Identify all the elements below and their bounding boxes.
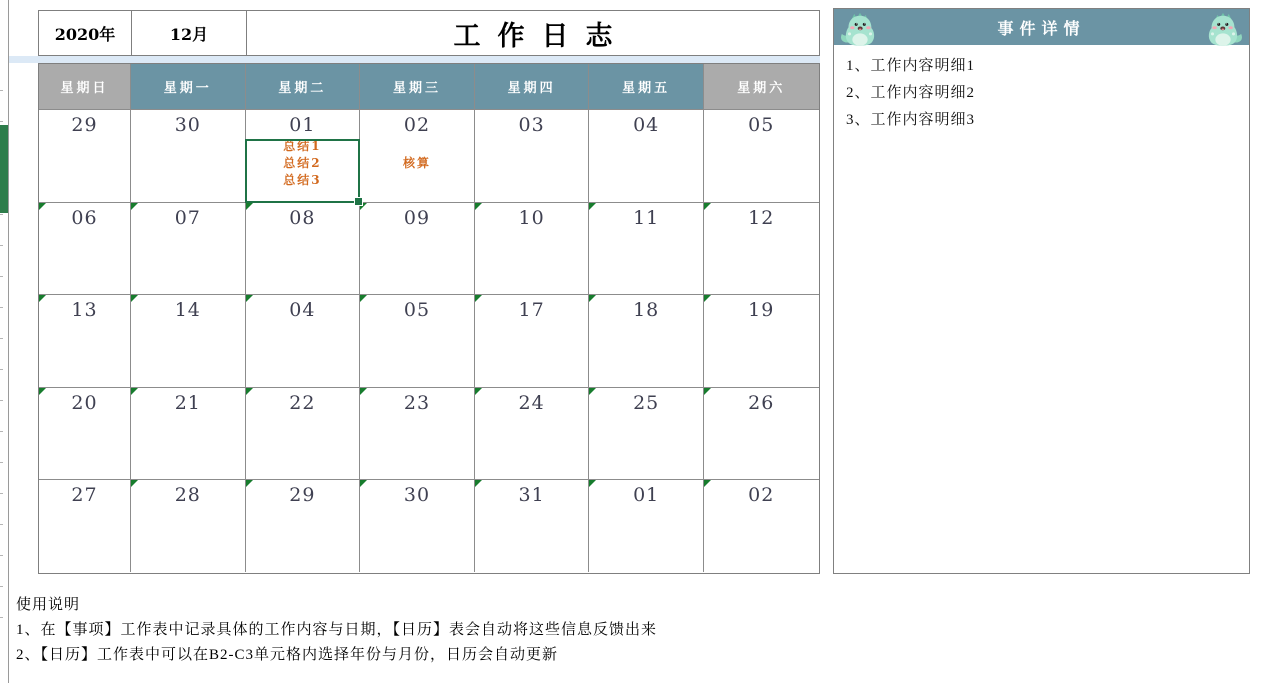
date-label: 29	[289, 484, 316, 507]
calendar-day-cell[interactable]	[246, 109, 361, 202]
day-header-cell[interactable]: 星期日	[39, 64, 131, 109]
date-label: 08	[289, 206, 316, 229]
calendar-day-cell[interactable]	[475, 202, 590, 295]
event-item[interactable]: 1、工作内容明细1	[846, 58, 976, 74]
date-label: 03	[518, 114, 545, 136]
date-label: 25	[633, 391, 660, 414]
date-label: 30	[174, 114, 201, 136]
date-label: 01	[633, 484, 660, 507]
formula-flag-icon	[39, 295, 46, 302]
accent-strip	[9, 56, 820, 63]
date-label: 14	[174, 299, 201, 322]
calendar-day-cell[interactable]	[475, 109, 590, 202]
date-label: 10	[518, 206, 545, 229]
formula-flag-icon	[704, 388, 711, 395]
cell-notes: 总结1 总结2 总结3	[283, 138, 322, 187]
formula-flag-icon	[131, 388, 138, 395]
window-edge-strip	[0, 0, 9, 683]
formula-flag-icon	[360, 480, 367, 487]
calendar-day-cell[interactable]	[589, 387, 704, 480]
calendar-day-cell[interactable]	[39, 387, 131, 480]
day-header-cell[interactable]: 星期六	[704, 64, 819, 109]
day-header-cell[interactable]: 星期一	[131, 64, 246, 109]
calendar-day-cell[interactable]	[475, 387, 590, 480]
date-label: 01	[289, 114, 316, 136]
calendar-day-cell[interactable]	[39, 479, 131, 572]
date-label: 05	[748, 114, 775, 136]
events-panel-title: 事件详情	[997, 18, 1086, 38]
formula-flag-icon	[589, 388, 596, 395]
instruction-lines	[16, 618, 1166, 668]
formula-flag-icon	[704, 295, 711, 302]
formula-flag-icon	[246, 295, 253, 302]
calendar-day-cell[interactable]	[704, 387, 819, 480]
date-label: 23	[403, 391, 431, 414]
formula-flag-icon	[589, 480, 596, 487]
calendar-day-cell[interactable]	[704, 479, 819, 572]
calendar-day-cell[interactable]	[589, 294, 704, 387]
formula-flag-icon	[704, 480, 711, 487]
instructions	[16, 592, 1166, 668]
date-label: 02	[748, 484, 775, 507]
formula-flag-icon	[39, 203, 46, 210]
year-cell[interactable]: 2020年	[54, 24, 116, 44]
formula-flag-icon	[589, 203, 596, 210]
event-item[interactable]: 2、工作内容明细2	[846, 85, 976, 101]
day-header-cell[interactable]: 星期三	[360, 64, 475, 109]
calendar-weeks	[39, 109, 819, 572]
cell-notes: 核算	[402, 155, 431, 170]
calendar-day-cell[interactable]	[360, 294, 475, 387]
left-edge-green-bar	[0, 125, 8, 213]
calendar-day-cell[interactable]	[131, 479, 246, 572]
calendar-day-cell[interactable]	[246, 387, 361, 480]
calendar-day-cell[interactable]	[39, 109, 131, 202]
date-label: 06	[71, 206, 98, 229]
calendar-day-cell[interactable]	[39, 202, 131, 295]
calendar-day-cell[interactable]	[131, 202, 246, 295]
date-label: 12	[748, 206, 775, 229]
date-label: 02	[403, 114, 431, 136]
date-label: 21	[174, 391, 201, 414]
date-label: 04	[289, 299, 316, 322]
date-label: 22	[289, 391, 316, 414]
formula-flag-icon	[704, 203, 711, 210]
date-label: 07	[174, 206, 201, 229]
day-header-cell[interactable]: 星期四	[475, 64, 590, 109]
date-label: 19	[748, 299, 775, 322]
calendar-day-cell[interactable]	[589, 202, 704, 295]
date-label: 13	[71, 299, 98, 322]
calendar-day-cell[interactable]	[589, 479, 704, 572]
calendar-day-cell[interactable]	[246, 202, 361, 295]
dino-mascot-icon	[839, 11, 881, 53]
instruction-line: 2、【日历】工作表中可以在B2-C3单元格内选择年份与月份，日历会自动更新	[16, 647, 559, 663]
calendar-grid	[38, 63, 820, 574]
calendar-day-cell[interactable]	[131, 294, 246, 387]
date-label: 04	[633, 114, 660, 136]
date-label: 24	[518, 391, 545, 414]
calendar-day-cell[interactable]	[704, 294, 819, 387]
date-label: 27	[71, 484, 98, 507]
calendar-day-cell[interactable]	[246, 479, 361, 572]
formula-flag-icon	[360, 295, 367, 302]
dino-mascot-icon	[1202, 11, 1244, 53]
day-header-cell[interactable]: 星期二	[246, 64, 361, 109]
formula-flag-icon	[475, 388, 482, 395]
formula-flag-icon	[589, 295, 596, 302]
calendar-day-cell[interactable]	[131, 387, 246, 480]
calendar-day-cell[interactable]	[131, 109, 246, 202]
events-panel	[833, 8, 1250, 574]
formula-flag-icon	[131, 203, 138, 210]
calendar-title-row	[38, 10, 820, 56]
calendar-day-cell[interactable]	[704, 109, 819, 202]
formula-flag-icon	[475, 295, 482, 302]
events-panel-header	[834, 9, 1249, 45]
calendar-day-cell[interactable]	[475, 294, 590, 387]
formula-flag-icon	[360, 388, 367, 395]
date-label: 09	[403, 206, 431, 229]
calendar-day-cell[interactable]	[246, 294, 361, 387]
date-label: 29	[71, 114, 98, 136]
formula-flag-icon	[39, 388, 46, 395]
formula-flag-icon	[246, 203, 253, 210]
date-label: 18	[633, 299, 660, 322]
calendar-day-cell[interactable]	[360, 109, 475, 202]
calendar-day-cell[interactable]	[39, 294, 131, 387]
formula-flag-icon	[475, 480, 482, 487]
instructions-heading: 使用说明	[16, 597, 81, 613]
day-of-week-header	[39, 64, 819, 109]
date-label: 05	[403, 299, 431, 322]
calendar-day-cell[interactable]	[589, 109, 704, 202]
date-label: 31	[518, 484, 545, 507]
calendar-day-cell[interactable]	[360, 387, 475, 480]
fill-handle[interactable]	[354, 197, 363, 206]
instruction-line: 1、在【事项】工作表中记录具体的工作内容与日期，【日历】表会自动将这些信息反馈出来	[16, 622, 658, 638]
date-label: 17	[518, 299, 545, 322]
formula-flag-icon	[475, 203, 482, 210]
formula-flag-icon	[131, 480, 138, 487]
calendar-day-cell[interactable]	[360, 479, 475, 572]
date-label: 26	[748, 391, 775, 414]
month-cell[interactable]: 12月	[131, 11, 246, 55]
calendar-day-cell[interactable]	[360, 202, 475, 295]
calendar-day-cell[interactable]	[704, 202, 819, 295]
events-list	[834, 45, 1249, 142]
date-label: 30	[403, 484, 431, 507]
day-header-cell[interactable]: 星期五	[589, 64, 704, 109]
formula-flag-icon	[131, 295, 138, 302]
date-label: 20	[71, 391, 98, 414]
formula-flag-icon	[246, 388, 253, 395]
date-label: 11	[633, 206, 660, 229]
event-item[interactable]: 3、工作内容明细3	[846, 112, 976, 128]
formula-flag-icon	[246, 480, 253, 487]
calendar-day-cell[interactable]	[475, 479, 590, 572]
page-title: 工作日志	[246, 11, 819, 55]
date-label: 28	[174, 484, 201, 507]
